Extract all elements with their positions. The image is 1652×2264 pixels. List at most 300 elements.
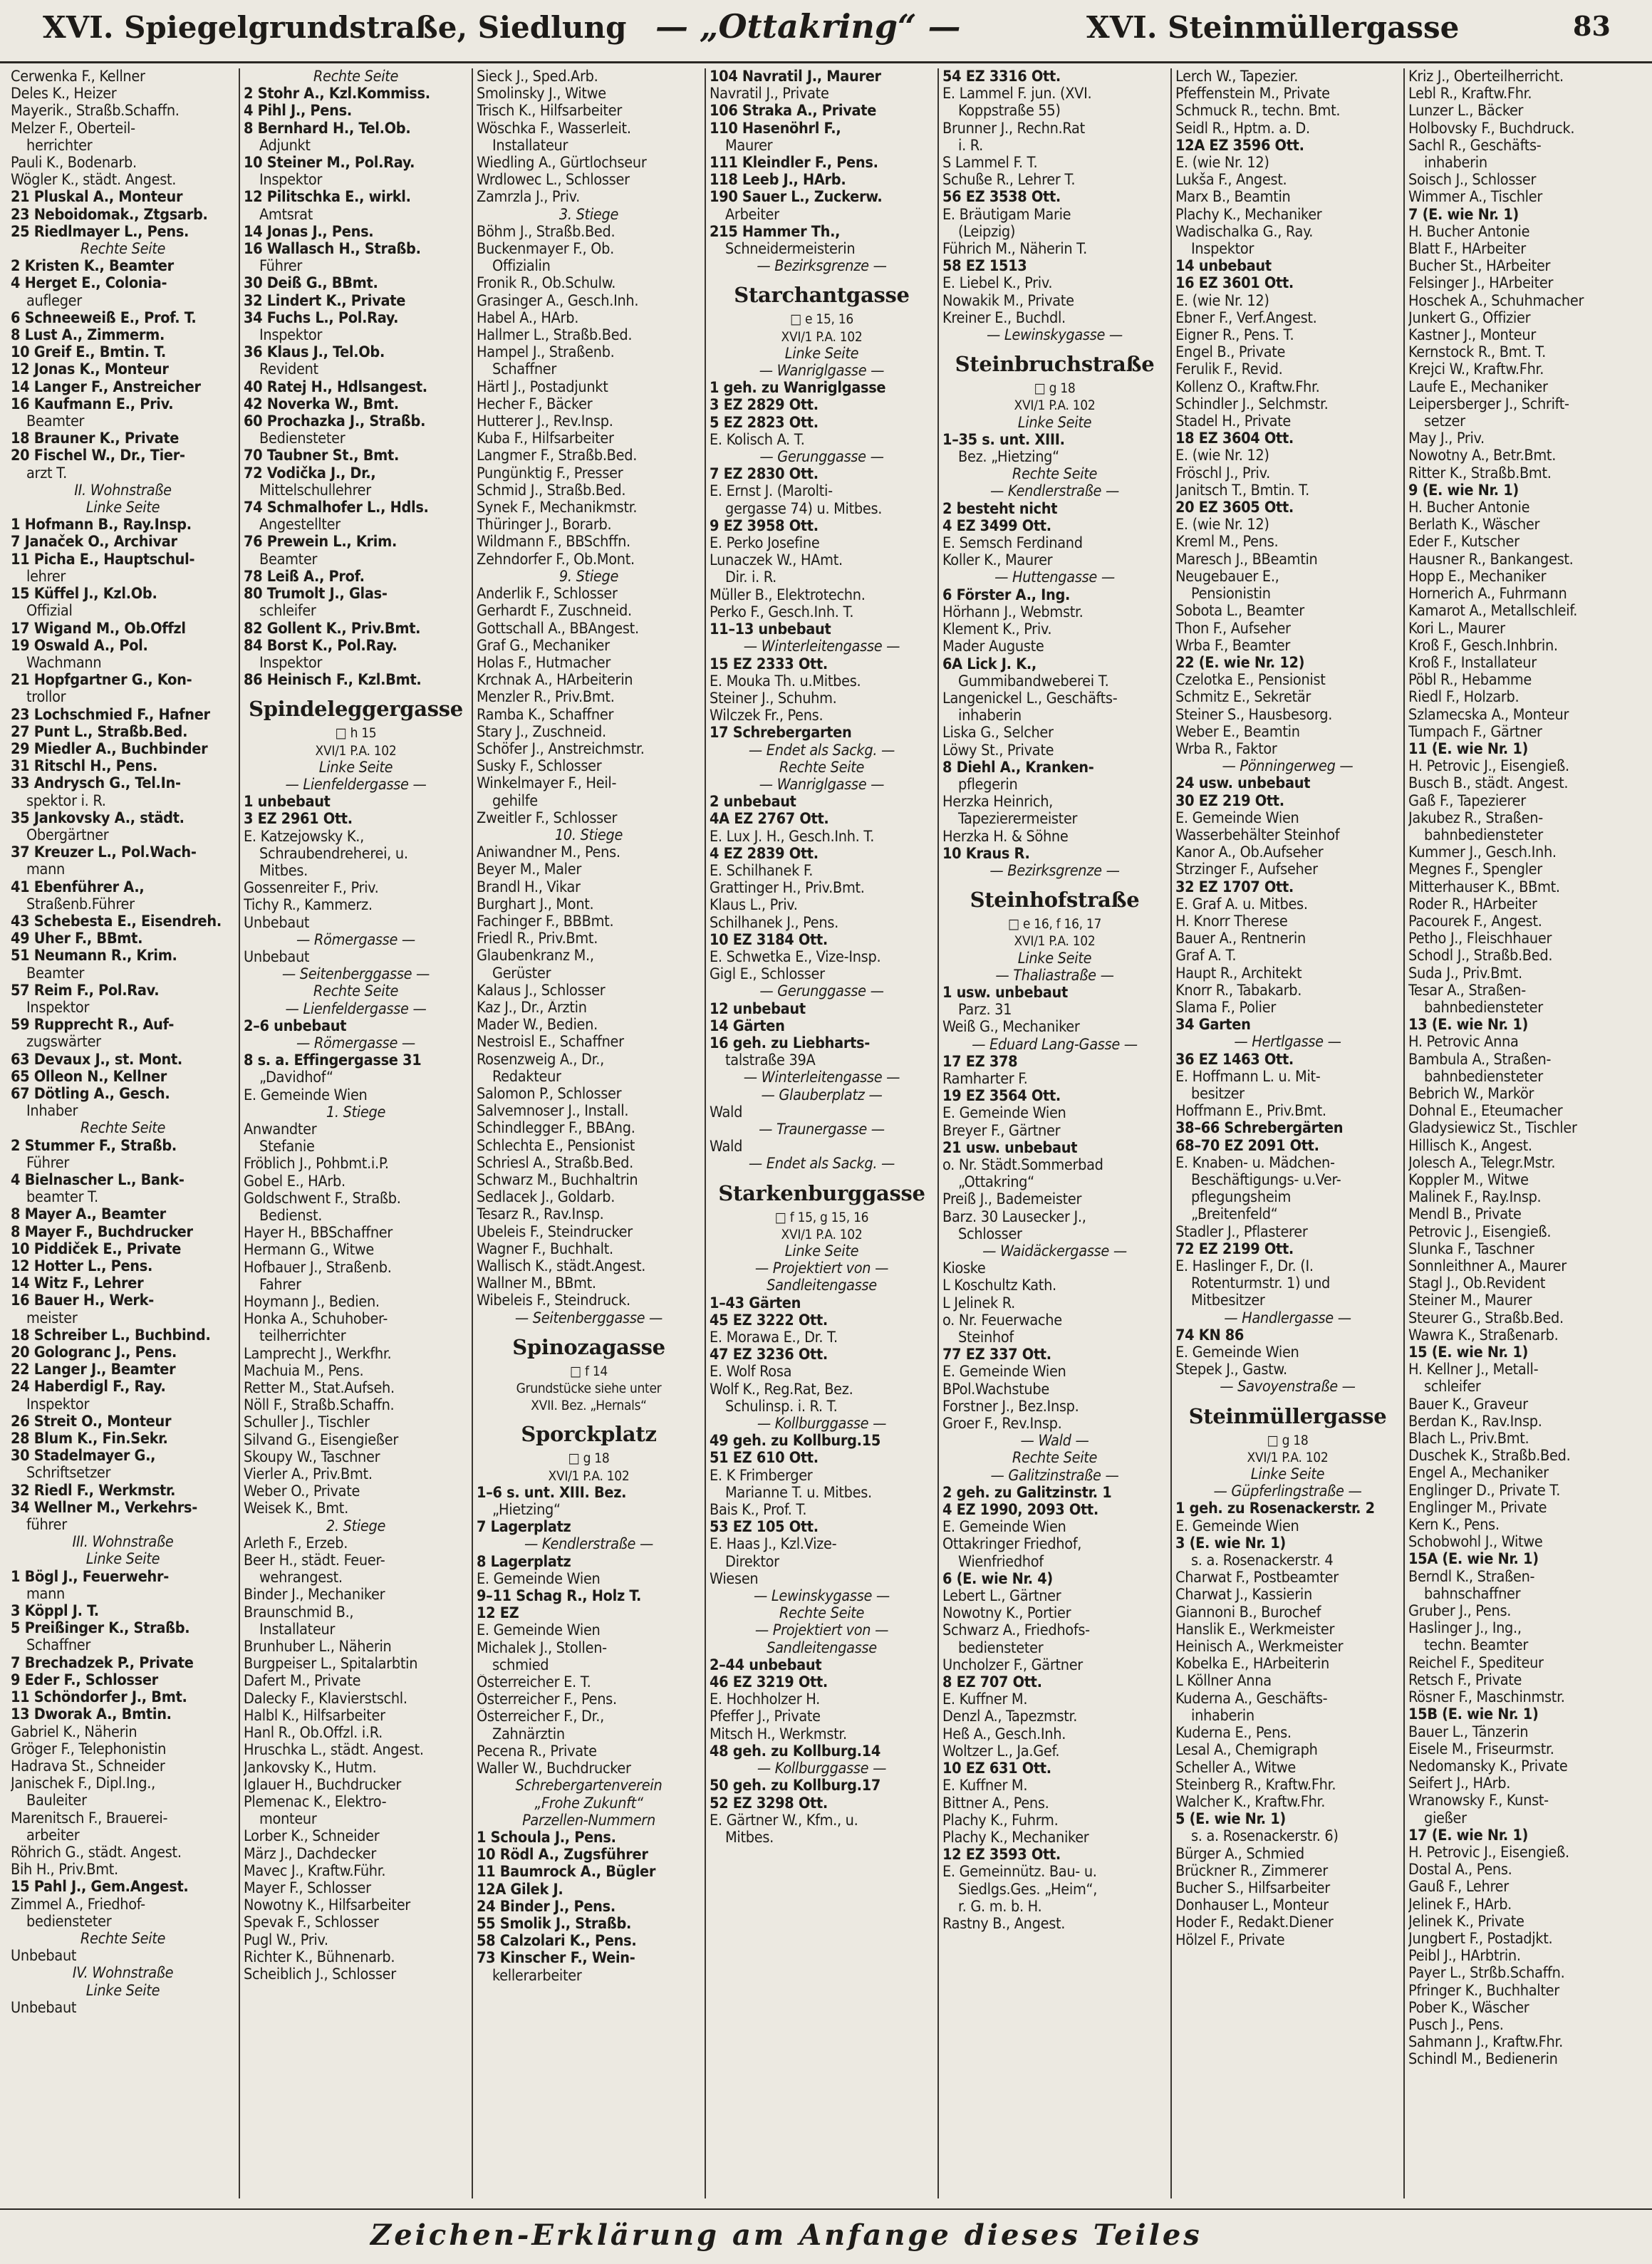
entry-continuation: pflegerin [958, 776, 1018, 794]
house-number-entry: 20 Gologranc J., Pens. [11, 1344, 177, 1362]
directory-entry: E. (wie Nr. 12) [1175, 292, 1269, 310]
directory-entry: Bauer A., Rentnerin [1175, 930, 1306, 948]
directory-entry: Blatt F., HArbeiter [1408, 241, 1526, 259]
directory-entry: Waller W., Buchdrucker [477, 1760, 631, 1778]
house-number-entry: 30 Stadelmayer G., [11, 1448, 156, 1465]
house-number-entry: 8 Bernhard H., Tel.Ob. [244, 120, 411, 137]
house-number-entry: 8 Lust A., Zimmerm. [11, 327, 165, 345]
directory-entry: Koller K., Maurer [942, 552, 1053, 570]
house-number-entry: 104 Navratil J., Maurer [710, 68, 881, 85]
directory-entry: Wallner M., BBmt. [477, 1275, 596, 1293]
directory-entry: o. Nr. Feuerwache [942, 1312, 1062, 1329]
house-number-entry: 76 Prewein L., Krim. [244, 534, 398, 551]
entry-continuation: Gummibandweberei T. [958, 673, 1109, 690]
street-info: XVI/1 P.A. 102 [1247, 1449, 1329, 1465]
directory-entry: Zehndorfer F., Ob.Mont. [477, 551, 635, 568]
directory-entry: E. Gärtner W., Kfm., u. [710, 1812, 858, 1829]
directory-entry: Bih H., Priv.Bmt. [11, 1861, 118, 1879]
directory-entry: Silvand G., Eisengießer [244, 1431, 398, 1449]
directory-entry: Goldschwent F., Straßb. [244, 1190, 401, 1208]
side-heading: II. Wohnstraße [74, 482, 172, 499]
directory-entry: Scheiblich J., Schlosser [244, 1966, 396, 1983]
entry-continuation: Beamter [259, 551, 318, 568]
house-number-entry: 12 unbebaut [710, 1000, 806, 1018]
directory-entry: Nowotny K., Hilfsarbeiter [244, 1897, 410, 1915]
directory-entry: Wrba F., Beamter [1175, 637, 1290, 655]
directory-entry: Röhrich G., städt. Angest. [11, 1844, 182, 1861]
entry-continuation: zugswärter [26, 1034, 101, 1051]
street-info: XVI/1 P.A. 102 [315, 742, 397, 759]
entry-continuation: Maurer [725, 137, 773, 155]
directory-entry: Wildmann F., BBSchffn. [477, 534, 630, 551]
house-number-entry: 4 EZ 1990, 2093 Ott. [942, 1502, 1098, 1520]
entry-continuation: talstraße 39A [725, 1052, 816, 1070]
directory-entry: Payer L., Strßb.Schaffn. [1408, 1965, 1565, 1983]
directory-entry: Anderlik F., Schlosser [477, 586, 618, 603]
directory-entry: Junkert G., Offizier [1408, 309, 1531, 327]
entry-continuation: (Leipzig) [958, 223, 1016, 241]
directory-entry: Beer H., städt. Feuer- [244, 1552, 385, 1570]
directory-entry: Bucher St., HArbeiter [1408, 258, 1551, 276]
directory-entry: E. Hochholzer H. [710, 1691, 820, 1709]
cross-street: — Glauberplatz — [710, 1087, 934, 1104]
cross-street: — Römergasse — [244, 1035, 468, 1052]
directory-entry: S Lammel F. T. [942, 155, 1038, 172]
entry-continuation: Steinhof [958, 1329, 1014, 1347]
house-number-entry: 24 Haberdigl F., Ray. [11, 1378, 166, 1396]
house-number-entry: 1 unbebaut [244, 794, 331, 811]
house-number-entry: 4 EZ 3499 Ott. [942, 517, 1051, 535]
house-number-entry: 9–11 Schag R., Holz T. [477, 1588, 642, 1606]
directory-entry: Stary J., Zuschneid. [477, 723, 606, 741]
directory-entry: Schindl M., Bedienerin [1408, 2051, 1558, 2069]
cross-street: — Lienfeldergasse — [244, 1001, 468, 1018]
entry-continuation: Führer [26, 1154, 70, 1172]
entry-continuation: monteur [259, 1811, 317, 1829]
directory-entry: Österreicher F., Dr., [477, 1708, 604, 1726]
house-number-entry: 35 Jankovsky A., städt. [11, 809, 185, 827]
cross-street: — Kendlerstraße — [477, 1536, 701, 1553]
cross-street: — Wanriglgasse — [710, 777, 934, 794]
directory-entry: Groer F., Rev.Insp. [942, 1416, 1062, 1433]
directory-entry: Burgpeiser L., Spitalarbtin [244, 1656, 418, 1673]
cross-street: — Galitzinstraße — [942, 1468, 1167, 1485]
house-number-entry: 11 Baumrock A., Bügler [477, 1864, 656, 1881]
house-number-entry: 68–70 EZ 2091 Ott. [1175, 1137, 1319, 1155]
house-number-entry: 13 (E. wie Nr. 1) [1408, 1017, 1529, 1034]
directory-entry: Winkelmayer F., Heil- [477, 775, 617, 793]
house-number-entry: 2–44 unbebaut [710, 1656, 822, 1674]
house-number-entry: 1–35 s. unt. XIII. [942, 431, 1065, 449]
directory-entry: Tesarz R., Rav.Insp. [477, 1206, 604, 1224]
house-number-entry: 21 usw. unbebaut [942, 1139, 1078, 1157]
directory-entry: Klement K., Priv. [942, 621, 1052, 639]
directory-entry: Hruschka L., städt. Angest. [244, 1742, 424, 1760]
directory-entry: E. Gemeinnütz. Bau- u. [942, 1864, 1097, 1881]
entry-continuation: Koppstraße 55) [958, 103, 1061, 120]
entry-continuation: Siedlgs.Ges. „Heim“, [958, 1881, 1098, 1899]
page-header [0, 0, 1652, 63]
directory-entry: Kroß F., Installateur [1408, 654, 1537, 672]
street-info: XVI/1 P.A. 102 [781, 1226, 863, 1242]
side-heading: Rechte Seite [313, 983, 399, 1001]
directory-entry: Uncholzer F., Gärtner [942, 1656, 1083, 1674]
house-number-entry: 31 Ritschl H., Pens. [11, 758, 158, 776]
directory-entry: Wrdlowec L., Schlosser [477, 172, 630, 189]
cross-street: — Pönningerweg — [1175, 758, 1400, 775]
house-number-entry: 46 EZ 3219 Ott. [710, 1674, 828, 1692]
house-number-entry: 6A Lick J. K., [942, 655, 1037, 673]
house-number-entry: 40 Ratej H., Hdlsangest. [244, 378, 427, 396]
house-number-entry: 36 EZ 1463 Ott. [1175, 1051, 1294, 1069]
side-heading: Sandleitengasse [767, 1639, 877, 1657]
entry-continuation: Inspektor [259, 172, 323, 189]
directory-entry: Hanslik E., Werkmeister [1175, 1621, 1335, 1639]
directory-entry: Unbebaut [11, 1948, 77, 1966]
side-heading: III. Wohnstraße [72, 1534, 174, 1552]
cross-street: — Waidäckergasse — [942, 1243, 1167, 1260]
house-number-entry: 7 Lagerplatz [477, 1519, 571, 1537]
house-number-entry: 15B (E. wie Nr. 1) [1408, 1706, 1539, 1724]
house-number-entry: 16 Wallasch H., Straßb. [244, 241, 421, 259]
side-heading: Rechte Seite [779, 1605, 865, 1623]
house-number-entry: 72 Vodička J., Dr., [244, 464, 376, 482]
house-number-entry: 77 EZ 337 Ott. [942, 1346, 1051, 1364]
entry-continuation: Führer [259, 258, 303, 276]
directory-entry: Felsinger J., HArbeiter [1408, 275, 1554, 293]
directory-entry: Beyer M., Maler [477, 861, 581, 879]
directory-entry: Dostal A., Pens. [1408, 1861, 1512, 1879]
house-number-entry: 14 Langer F., Anstreicher [11, 378, 201, 396]
directory-entry: Wiesen [710, 1570, 759, 1588]
directory-entry: Kreml M., Pens. [1175, 534, 1279, 551]
entry-continuation: führer [26, 1517, 67, 1535]
entry-continuation: Mitbes. [725, 1829, 774, 1847]
directory-entry: Österreicher E. T. [477, 1674, 591, 1692]
directory-entry: Machuia M., Pens. [244, 1362, 364, 1380]
directory-entry: Denzl A., Tapezmstr. [942, 1708, 1078, 1726]
directory-entry: Berdan K., Rav.Insp. [1408, 1413, 1542, 1430]
house-number-entry: 74 Schmalhofer L., Hdls. [244, 499, 429, 517]
entry-continuation: Beamter [26, 413, 85, 431]
entry-continuation: aufleger [26, 292, 82, 310]
directory-entry: Pacourek F., Angest. [1408, 913, 1542, 930]
house-number-entry: 5 EZ 2823 Ott. [710, 414, 819, 432]
entry-continuation: Straßenb.Führer [26, 895, 135, 913]
directory-entry: Thüringer J., Borarb. [477, 516, 612, 534]
header-district-name: — „Ottakring“ — [655, 7, 961, 46]
directory-entry: Hanl R., Ob.Offzl. i.R. [244, 1725, 383, 1743]
house-number-entry: 14 unbebaut [1175, 258, 1272, 276]
house-number-entry: 78 Leiß A., Prof. [244, 568, 365, 586]
house-number-entry: 16 EZ 3601 Ott. [1175, 275, 1294, 293]
directory-entry: Gladysiewicz St., Tischler [1408, 1120, 1577, 1138]
directory-entry: Tichy R., Kammerz. [244, 897, 373, 915]
directory-entry: Seidl R., Hptm. a. D. [1175, 120, 1310, 137]
directory-entry: Hermann G., Witwe [244, 1242, 375, 1260]
directory-entry: Kobelka E., HArbeiterin [1175, 1656, 1329, 1673]
directory-entry: E. Hoffmann L. u. Mit- [1175, 1068, 1321, 1086]
house-number-entry: 43 Schebesta E., Eisendreh. [11, 913, 222, 930]
directory-entry: Böhm J., Straßb.Bed. [477, 223, 615, 241]
directory-entry: Bauer K., Graveur [1408, 1396, 1528, 1413]
directory-entry: Slunka F., Taschner [1408, 1240, 1534, 1258]
directory-entry: Schlechta E., Pensionist [477, 1137, 635, 1155]
cross-street: — Gerunggasse — [710, 449, 934, 466]
directory-entry: Holbovsky F., Buchdruck. [1408, 120, 1575, 137]
house-number-entry: 26 Streit O., Monteur [11, 1413, 172, 1430]
house-number-entry: 15 (E. wie Nr. 1) [1408, 1344, 1529, 1362]
directory-entry: Steurer G., Straßb.Bed. [1408, 1309, 1564, 1327]
cross-street: — Lewinskygasse — [942, 327, 1167, 344]
side-heading: Linke Seite [85, 1982, 160, 2000]
entry-continuation: „Ottakring“ [958, 1174, 1034, 1192]
house-number-entry: 5 Preißinger K., Straßb. [11, 1620, 190, 1638]
directory-entry: Gossenreiter F., Priv. [244, 880, 379, 898]
house-number-entry: 3 EZ 2829 Ott. [710, 397, 819, 415]
directory-entry: Friedl R., Priv.Bmt. [477, 930, 598, 948]
entry-continuation: Marianne T. u. Mitbes. [725, 1484, 872, 1502]
cross-street: — Seitenberggasse — [244, 966, 468, 983]
entry-continuation: Zahnärztin [492, 1725, 565, 1743]
cross-street: — Kendlerstraße — [942, 483, 1167, 500]
house-number-entry: 2 unbebaut [710, 794, 796, 811]
directory-entry: Michalek J., Stollen- [477, 1639, 607, 1657]
street-info: XVI/1 P.A. 102 [1014, 933, 1096, 950]
entry-continuation: „Breitenfeld“ [1191, 1206, 1278, 1224]
directory-entry: H. Kellner J., Metall- [1408, 1361, 1539, 1379]
directory-entry: Sachl R., Geschäfts- [1408, 137, 1542, 155]
street-info: □ h 15 [335, 725, 377, 742]
directory-entry: Hopp E., Mechaniker [1408, 568, 1547, 586]
directory-entry: Löwy St., Private [942, 742, 1054, 759]
entry-continuation: Dir. i. R. [725, 569, 776, 587]
directory-entry: Lebert L., Gärtner [942, 1588, 1061, 1606]
directory-entry: E. Lammel F. jun. (XVI. [942, 85, 1092, 103]
directory-entry: H. Bucher Antonie [1408, 223, 1530, 241]
directory-entry: Stadel H., Private [1175, 413, 1292, 431]
directory-entry: Anwandter [244, 1121, 317, 1138]
house-number-entry: 58 EZ 1513 [942, 258, 1027, 276]
directory-entry: Melzer F., Oberteil- [11, 120, 135, 137]
directory-column-6 [1172, 68, 1405, 2198]
directory-entry: Herzka Heinrich, [942, 794, 1054, 811]
street-title: Sporckplatz [521, 1422, 657, 1447]
entry-continuation: „Davidhof“ [259, 1069, 333, 1087]
street-info: □ f 15, g 15, 16 [774, 1209, 869, 1225]
directory-entry: E. Gemeinde Wien [1175, 1344, 1299, 1362]
house-number-entry: 45 EZ 3222 Ott. [710, 1312, 828, 1329]
directory-entry: Vierler A., Priv.Bmt. [244, 1466, 373, 1484]
entry-continuation: beamter T. [26, 1189, 98, 1207]
directory-entry: Zimmel A., Friedhof- [11, 1896, 145, 1914]
directory-entry: Knorr R., Tabakarb. [1175, 982, 1302, 999]
directory-entry: Brunhuber L., Näherin [244, 1639, 392, 1656]
directory-entry: Kernstock R., Bmt. T. [1408, 344, 1546, 362]
directory-entry: E. Haslinger F., Dr. (I. [1175, 1258, 1314, 1276]
house-number-entry: 1–43 Gärten [710, 1294, 801, 1312]
house-number-entry: 30 EZ 219 Ott. [1175, 792, 1284, 810]
directory-entry: E. Gemeinde Wien [1175, 809, 1299, 827]
directory-entry: Jakubez R., Straßen- [1408, 809, 1543, 827]
directory-entry: Dafert M., Private [244, 1673, 361, 1691]
street-info: □ g 18 [1034, 380, 1076, 397]
street-info: □ e 16, f 16, 17 [1007, 916, 1102, 933]
directory-entry: Kuba F., Hilfsarbeiter [477, 430, 614, 448]
house-number-entry: 10 Steiner M., Pol.Ray. [244, 155, 415, 172]
directory-entry: Schobwohl J., Witwe [1408, 1534, 1543, 1552]
directory-entry: Wibeleis F., Steindruck. [477, 1292, 630, 1310]
cross-street: — Winterleitengasse — [710, 1069, 934, 1086]
entry-continuation: Stefanie [259, 1138, 315, 1156]
directory-entry: Hoschek A., Schuhmacher [1408, 292, 1584, 310]
directory-entry: Stadler J., Pflasterer [1175, 1223, 1308, 1241]
directory-entry: Wöschka F., Wasserleit. [477, 120, 631, 137]
header-left-street-range: XVI. Spiegelgrundstraße, Siedlung [43, 10, 627, 45]
house-number-entry: 215 Hammer Th., [710, 223, 841, 241]
entry-continuation: Amtsrat [259, 206, 313, 224]
directory-entry: Cerwenka F., Kellner [11, 68, 145, 85]
directory-entry: Lamprecht J., Werkfhr. [244, 1345, 392, 1363]
directory-entry: Graf A. T. [1175, 947, 1237, 965]
directory-entry: E. Kuffner M. [942, 1777, 1028, 1795]
directory-entry: Wasserbehälter Steinhof [1175, 826, 1340, 844]
street-title: Starkenburggasse [718, 1180, 925, 1205]
directory-entry: E. Gemeinde Wien [942, 1519, 1066, 1537]
house-number-entry: 53 EZ 105 Ott. [710, 1519, 819, 1537]
directory-entry: Pfeffer J., Private [710, 1708, 821, 1726]
directory-entry: Sonnleithner A., Maurer [1408, 1258, 1567, 1276]
directory-entry: Mitterhauser K., BBmt. [1408, 878, 1560, 896]
house-number-entry: 1 geh. zu Wanriglgasse [710, 380, 886, 398]
house-number-entry: 20 Fischel W., Dr., Tier- [11, 447, 185, 465]
house-number-entry: 4 EZ 2839 Ott. [710, 845, 819, 863]
house-number-entry: 30 Deiß G., BBmt. [244, 275, 378, 293]
directory-entry: Jolesch A., Telegr.Mstr. [1408, 1154, 1556, 1172]
directory-entry: H. Petrovic Anna [1408, 1034, 1519, 1051]
directory-entry: Mader W., Bedien. [477, 1017, 598, 1034]
entry-continuation: Bediensteter [259, 430, 346, 448]
side-heading: Linke Seite [784, 345, 859, 363]
directory-entry: Lunzer L., Bäcker [1408, 103, 1524, 120]
directory-entry: Kollenz O., Kraftw.Fhr. [1175, 378, 1320, 396]
directory-entry: E. Gemeinde Wien [942, 1105, 1066, 1123]
house-number-entry: 60 Prochazka J., Straßb. [244, 413, 426, 431]
house-number-entry: 2 Stohr A., Kzl.Kommiss. [244, 85, 430, 103]
directory-entry: Krejci W., Kraftw.Fhr. [1408, 361, 1544, 379]
house-number-entry: 50 geh. zu Kollburg.17 [710, 1777, 881, 1795]
directory-entry: Wolf K., Reg.Rat, Bez. [710, 1381, 853, 1398]
street-info: XVI/1 P.A. 102 [781, 328, 863, 345]
directory-entry: Retsch F., Private [1408, 1671, 1522, 1689]
directory-entry: Donhauser L., Monteur [1175, 1897, 1329, 1915]
directory-entry: Susky F., Schlosser [477, 758, 602, 776]
house-number-entry: 18 Schreiber L., Buchbind. [11, 1326, 211, 1344]
cross-street: — Endet als Sackg. — [710, 742, 934, 759]
directory-entry: März J., Dachdecker [244, 1845, 376, 1863]
directory-entry: Seifert J., HArb. [1408, 1775, 1511, 1793]
directory-entry: L Koschultz Kath. [942, 1277, 1056, 1295]
directory-entry: Wadischalka G., Ray. [1175, 223, 1314, 241]
house-number-entry: 12 Jonas K., Monteur [11, 361, 169, 379]
directory-entry: E. Kuffner M. [942, 1691, 1028, 1709]
directory-entry: E. Gemeinde Wien [1175, 1517, 1299, 1535]
directory-entry: Fachinger F., BBBmt. [477, 913, 614, 930]
house-number-entry: 49 Uher F., BBmt. [11, 930, 143, 948]
directory-entry: Jelinek F., HArb. [1408, 1896, 1512, 1914]
directory-entry: Spevak F., Schlosser [244, 1914, 379, 1932]
cross-street: — Wanriglgasse — [710, 363, 934, 380]
directory-entry: Wiedling A., Gürtlochseur [477, 155, 647, 172]
directory-entry: Eisele M., Friseurmstr. [1408, 1740, 1554, 1758]
directory-entry: Herzka H. & Söhne [942, 828, 1069, 846]
directory-entry: Hillisch K., Angest. [1408, 1137, 1532, 1155]
directory-entry: Iglauer H., Buchdrucker [244, 1776, 402, 1794]
directory-entry: Gobel E., HArb. [244, 1173, 346, 1190]
directory-entry: Kanor A., Ob.Aufseher [1175, 844, 1324, 862]
house-number-entry: 38–66 Schrebergärten [1175, 1120, 1344, 1138]
directory-entry: Wagner F., Buchhalt. [477, 1240, 613, 1258]
directory-entry: Wögler K., städt. Angest. [11, 172, 177, 189]
side-heading: „Frohe Zukunft“ [534, 1795, 643, 1812]
house-number-entry: 11–13 unbebaut [710, 621, 831, 639]
directory-entry: Menzler R., Priv.Bmt. [477, 689, 615, 707]
directory-entry: Hörhann J., Webmstr. [942, 603, 1084, 621]
house-number-entry: 23 Neboidomak., Ztgsarb. [11, 206, 208, 224]
directory-entry: May J., Priv. [1408, 430, 1485, 448]
directory-column-7 [1405, 68, 1638, 2198]
directory-entry: Habel A., HArb. [477, 309, 579, 327]
directory-entry: H. Petrovic J., Eisengieß. [1408, 1844, 1569, 1861]
directory-entry: Hoymann J., Bedien. [244, 1294, 380, 1312]
directory-entry: Czelotka E., Pensionist [1175, 672, 1326, 690]
directory-entry: Wald [710, 1104, 743, 1121]
directory-entry: Nowotny K., Portier [942, 1605, 1071, 1623]
entry-continuation: teilherrichter [259, 1328, 346, 1346]
house-number-entry: 11 Schöndorfer J., Bmt. [11, 1689, 187, 1707]
house-number-entry: 21 Pluskal A., Monteur [11, 189, 183, 207]
house-number-entry: 47 EZ 3236 Ott. [710, 1346, 828, 1364]
side-heading: Rechte Seite [1012, 1450, 1098, 1468]
directory-entry: L Jelinek R. [942, 1294, 1015, 1312]
house-number-entry: 7 Janaček O., Archivar [11, 534, 177, 551]
directory-entry: Blach L., Priv.Bmt. [1408, 1430, 1529, 1448]
house-number-entry: 3 (E. wie Nr. 1) [1175, 1535, 1286, 1552]
house-number-entry: 27 Punt L., Straßb.Bed. [11, 723, 188, 741]
entry-continuation: Installateur [492, 137, 568, 155]
house-number-entry: 48 geh. zu Kollburg.14 [710, 1743, 881, 1760]
house-number-entry: 190 Sauer L., Zuckerw. [710, 189, 883, 207]
directory-entry: Koppler M., Witwe [1408, 1172, 1529, 1189]
directory-entry: Busch B., städt. Angest. [1408, 775, 1569, 793]
directory-entry: Krchnak A., HArbeiterin [477, 672, 633, 690]
directory-entry: E. Semsch Ferdinand [942, 535, 1083, 553]
entry-continuation: s. a. Rosenackerstr. 4 [1191, 1552, 1334, 1570]
cross-street: — Kollburggasse — [710, 1416, 934, 1433]
house-number-entry: 18 EZ 3604 Ott. [1175, 430, 1294, 448]
house-number-entry: 106 Straka A., Private [710, 103, 877, 120]
house-number-entry: 34 Wellner M., Verkehrs- [11, 1499, 197, 1517]
directory-entry: Megnes F., Spengler [1408, 861, 1542, 879]
side-heading: 3. Stiege [559, 206, 619, 224]
directory-entry: Kori L., Maurer [1408, 620, 1505, 638]
side-heading: Linke Seite [1017, 950, 1092, 967]
directory-entry: Bebrich W., Markör [1408, 1085, 1534, 1103]
directory-entry: Kamarot A., Metallschleif. [1408, 603, 1578, 620]
house-number-entry: 4A EZ 2767 Ott. [710, 811, 829, 829]
directory-entry: Plachy K., Fuhrm. [942, 1812, 1059, 1829]
house-number-entry: 17 Wigand M., Ob.Offzl [11, 620, 186, 638]
